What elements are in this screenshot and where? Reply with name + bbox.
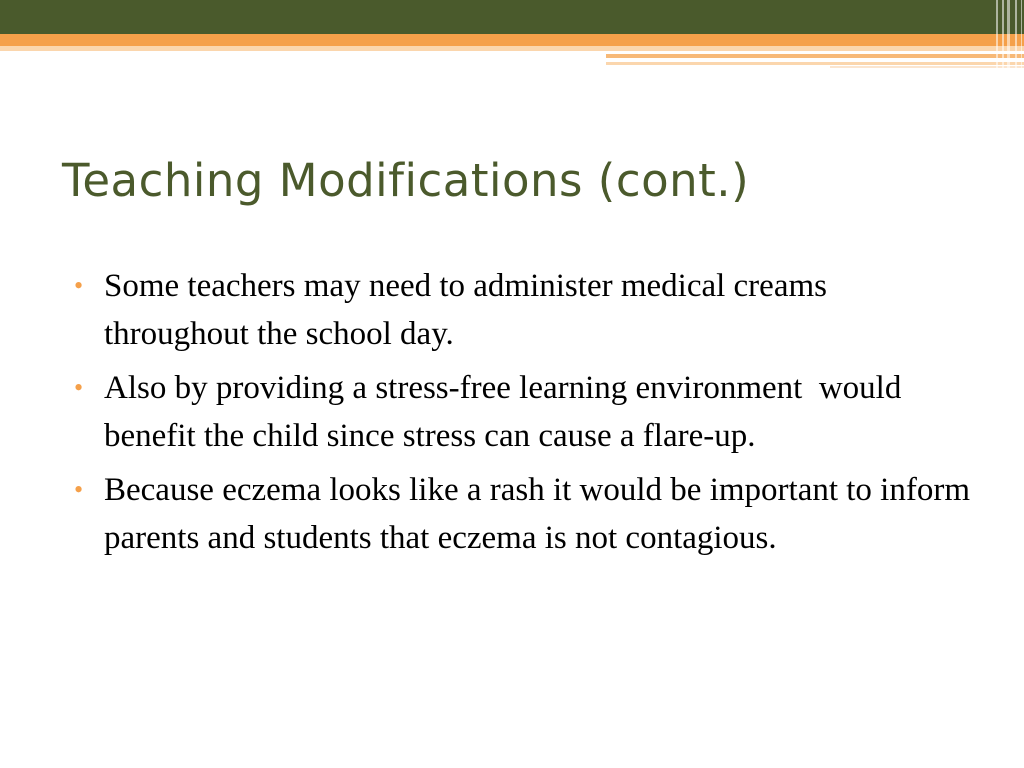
stripe (1007, 0, 1010, 70)
stripe (1002, 0, 1004, 70)
bullet-text: Because eczema looks like a rash it would be important to inform parents and students that eczema is not contagious. (104, 472, 970, 556)
header-band (0, 0, 1024, 34)
slide-title: Teaching Modifications (cont.) (62, 154, 750, 207)
bullet-icon: • (74, 373, 84, 402)
accent-band-light (0, 46, 1024, 51)
bullet-icon: • (74, 475, 84, 504)
accent-line (606, 62, 1024, 65)
bullet-text: Some teachers may need to administer medical creams throughout the school day. (104, 268, 827, 352)
stripe (996, 0, 998, 70)
bullet-item (74, 364, 974, 460)
accent-band (0, 34, 1024, 46)
bullet-list (74, 262, 974, 568)
bullet-text: Also by providing a stress-free learning environment would benefit the child since stress can cause a flare-up. (104, 370, 910, 454)
stripe (1021, 0, 1022, 70)
bullet-icon: • (74, 271, 84, 300)
corner-stripes (994, 0, 1024, 70)
accent-line (606, 54, 1024, 58)
bullet-item (74, 466, 974, 562)
stripe (1015, 0, 1017, 70)
bullet-item (74, 262, 974, 358)
